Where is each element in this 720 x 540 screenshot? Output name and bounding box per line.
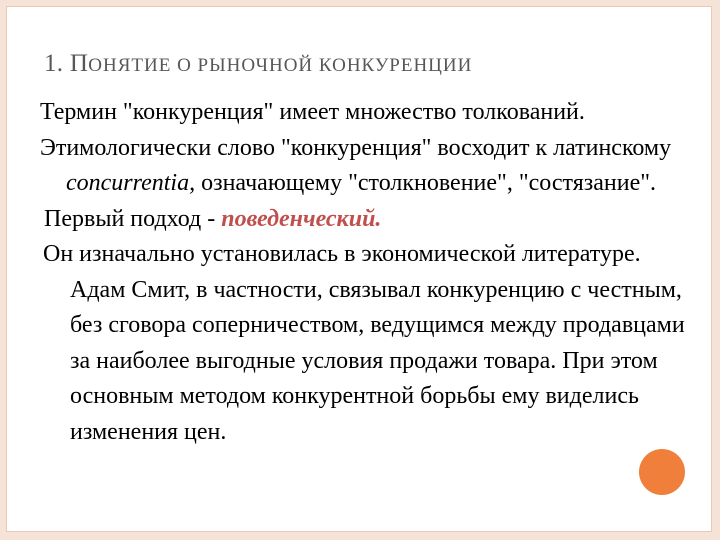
paragraph-first-approach [40,202,700,238]
orange-dot-decoration [639,449,685,495]
title-rest: ОНЯТИЕ О РЫНОЧНОЙ КОНКУРЕНЦИИ [88,55,473,76]
behavioral-highlight: поведенческий. [221,205,382,232]
paragraph-term: Термин "конкуренция" имеет множество толкований. [40,99,585,125]
latin-word: concurrentia, [66,170,196,196]
title-first-letter: П [69,50,89,77]
paragraph-etymology [40,131,700,202]
first-approach-label: Первый подход - [44,205,222,232]
paragraph-adam-smith: Он изначально установилась в экономической литературе. Адам Смит, в частности, связывал конкуренцию с честным, без сговора соперничеством, ведущимся между продавцами за наиболее выгодные условия продажи товара. При этом основным методом конкурентной борьбы ему виделись изменения цен. [43,241,685,445]
etymology-text-before: Этимологически слово "конкуренция" восходит к латинскому [40,134,672,161]
etymology-text-after: означающему "столкновение", "состязание". [195,170,657,196]
slide-title [44,50,472,78]
title-number: 1. [44,50,70,77]
slide-body [40,95,700,450]
